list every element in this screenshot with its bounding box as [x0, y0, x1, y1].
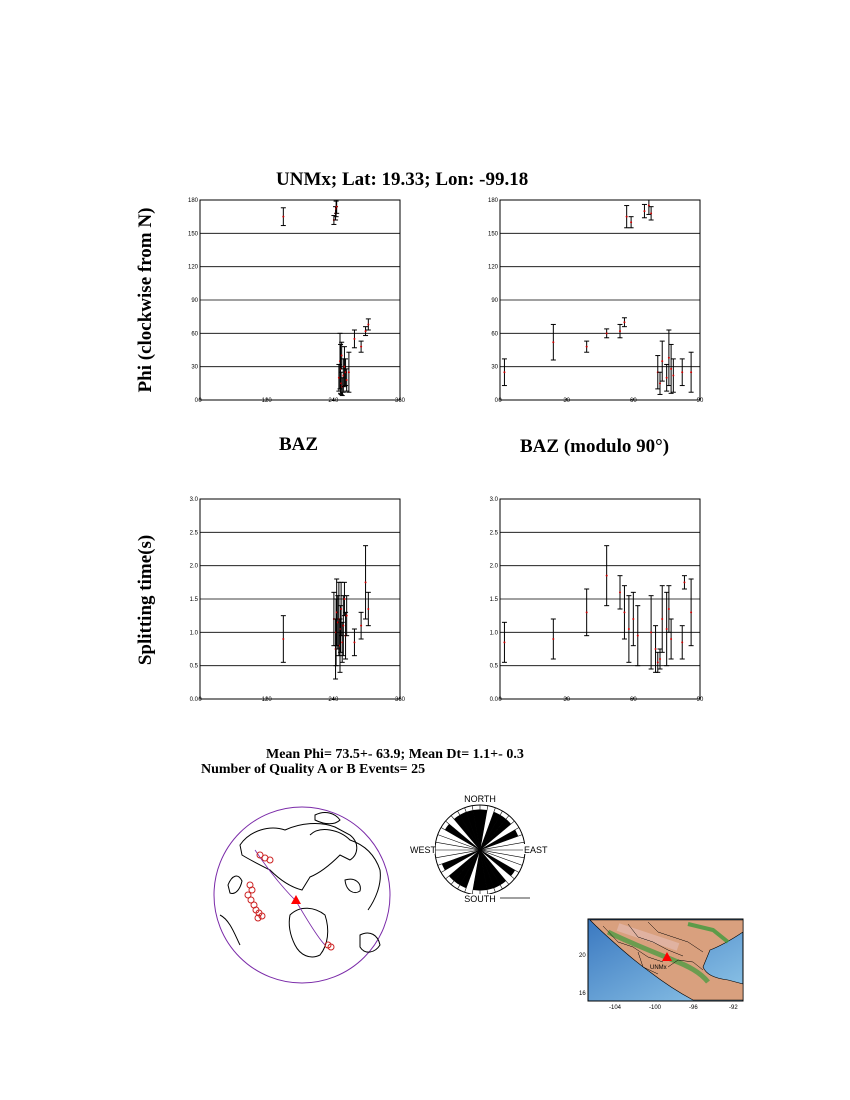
x-tick-label: 90	[696, 398, 704, 404]
y-tick-label: 1.5	[189, 597, 198, 603]
lon-tick-104: -104	[609, 1005, 622, 1011]
lon-tick-100: -100	[649, 1005, 662, 1011]
y-tick-label: 180	[487, 198, 498, 204]
data-point	[689, 352, 694, 392]
x-tick-label: 120	[261, 697, 272, 703]
x-tick-label: 0	[198, 398, 202, 404]
data-point	[604, 546, 609, 606]
y-tick-label: 180	[187, 198, 198, 204]
data-point	[363, 546, 368, 619]
y-tick-label: 3.0	[189, 497, 198, 503]
rose-east-label: EAST	[524, 845, 548, 855]
data-point	[352, 330, 357, 348]
data-point	[624, 206, 629, 228]
data-point	[618, 324, 623, 337]
splitting-time-axis-label: Splitting time(s)	[135, 534, 156, 666]
data-point	[680, 626, 685, 659]
data-point	[642, 204, 647, 217]
x-tick-label: 30	[563, 697, 571, 703]
y-tick-label: 1.0	[189, 630, 198, 637]
lat-tick-16: 16	[579, 991, 586, 997]
data-point	[366, 592, 371, 625]
data-point	[359, 612, 364, 639]
data-point	[363, 327, 368, 336]
x-tick-label: 60	[629, 697, 637, 703]
y-tick-label: 0.0	[189, 697, 198, 703]
event-count: Number of Quality A or B Events= 25	[201, 762, 426, 777]
data-point	[281, 616, 286, 663]
globe-outline	[214, 807, 390, 983]
x-tick-label: 120	[261, 398, 272, 404]
y-tick-label: 2.5	[189, 530, 198, 537]
y-tick-label: 90	[491, 298, 498, 304]
x-tick-label: 90	[696, 697, 704, 703]
data-point	[281, 208, 286, 226]
y-tick-label: 0	[494, 398, 498, 404]
data-point	[631, 592, 636, 645]
event-markers	[245, 852, 334, 950]
plot-phi-vs-baz-mod90	[487, 195, 710, 410]
y-tick-label: 0	[194, 398, 198, 404]
y-tick-label: 60	[491, 331, 498, 338]
inset-regional-map	[578, 912, 750, 1012]
phi-axis-label: Phi (clockwise from N)	[135, 207, 156, 393]
data-point	[626, 596, 631, 663]
data-point	[366, 319, 371, 330]
data-point	[584, 589, 589, 636]
y-tick-label: 0.5	[189, 663, 198, 670]
data-point	[551, 324, 556, 360]
lat-tick-20: 20	[579, 953, 586, 959]
rose-north-label: NORTH	[464, 794, 496, 804]
y-tick-label: 30	[491, 364, 498, 371]
mean-summary: Mean Phi= 73.5+- 63.9; Mean Dt= 1.1+- 0.3	[266, 747, 524, 762]
plot-dt-vs-baz	[190, 494, 410, 709]
station-title: UNMx; Lat: 19.33; Lon: -99.18	[276, 169, 529, 190]
data-point	[502, 622, 507, 662]
continent-outlines	[220, 813, 380, 957]
y-tick-label: 60	[191, 331, 198, 338]
data-point	[359, 341, 364, 352]
y-tick-label: 30	[191, 364, 198, 371]
y-tick-label: 2.0	[189, 563, 198, 570]
data-point	[629, 217, 634, 228]
data-point	[660, 586, 665, 653]
y-tick-label: 1.0	[489, 630, 498, 637]
y-tick-label: 1.5	[489, 597, 498, 603]
plot-phi-vs-baz	[187, 195, 410, 410]
x-tick-label: 360	[394, 697, 406, 703]
data-point	[680, 359, 685, 386]
data-point	[682, 576, 687, 589]
y-tick-label: 2.0	[489, 563, 498, 570]
y-tick-label: 90	[191, 298, 198, 304]
plot-dt-vs-baz-mod90	[490, 494, 710, 709]
y-tick-label: 120	[187, 264, 198, 271]
x-tick-label: 60	[629, 398, 637, 404]
inset-station-label: UNMx	[650, 965, 667, 971]
y-tick-label: 3.0	[489, 497, 498, 503]
rose-west-label: WEST	[410, 845, 436, 855]
lon-tick-96: -96	[689, 1005, 698, 1011]
data-point	[334, 201, 339, 217]
data-point	[584, 341, 589, 352]
y-tick-label: 0.0	[489, 697, 498, 703]
x-tick-label: 240	[328, 697, 339, 703]
y-tick-label: 120	[487, 264, 498, 271]
x-tick-label: 360	[394, 398, 406, 404]
data-point	[551, 619, 556, 659]
rose-south-label: SOUTH	[464, 894, 496, 904]
data-point	[352, 629, 357, 656]
y-tick-label: 2.5	[489, 530, 498, 537]
x-tick-label: 0	[198, 697, 202, 703]
y-tick-label: 150	[487, 231, 498, 238]
data-point	[689, 579, 694, 646]
x-tick-label: 0	[498, 697, 502, 703]
data-point	[502, 359, 507, 386]
y-tick-label: 150	[187, 231, 198, 238]
x-tick-label: 0	[498, 398, 502, 404]
data-point	[635, 606, 640, 666]
data-point	[622, 318, 627, 327]
baz-axis-label: BAZ	[279, 434, 319, 455]
rose-diagram	[395, 785, 565, 915]
x-tick-label: 240	[328, 398, 339, 404]
y-tick-label: 0.5	[489, 663, 498, 670]
event-globe-map	[210, 795, 400, 995]
data-point	[618, 576, 623, 609]
station-marker	[291, 895, 301, 904]
data-point	[622, 586, 627, 639]
baz-mod90-axis-label: BAZ (modulo 90°)	[520, 436, 670, 457]
lon-tick-92: -92	[729, 1005, 738, 1011]
x-tick-label: 30	[563, 398, 571, 404]
